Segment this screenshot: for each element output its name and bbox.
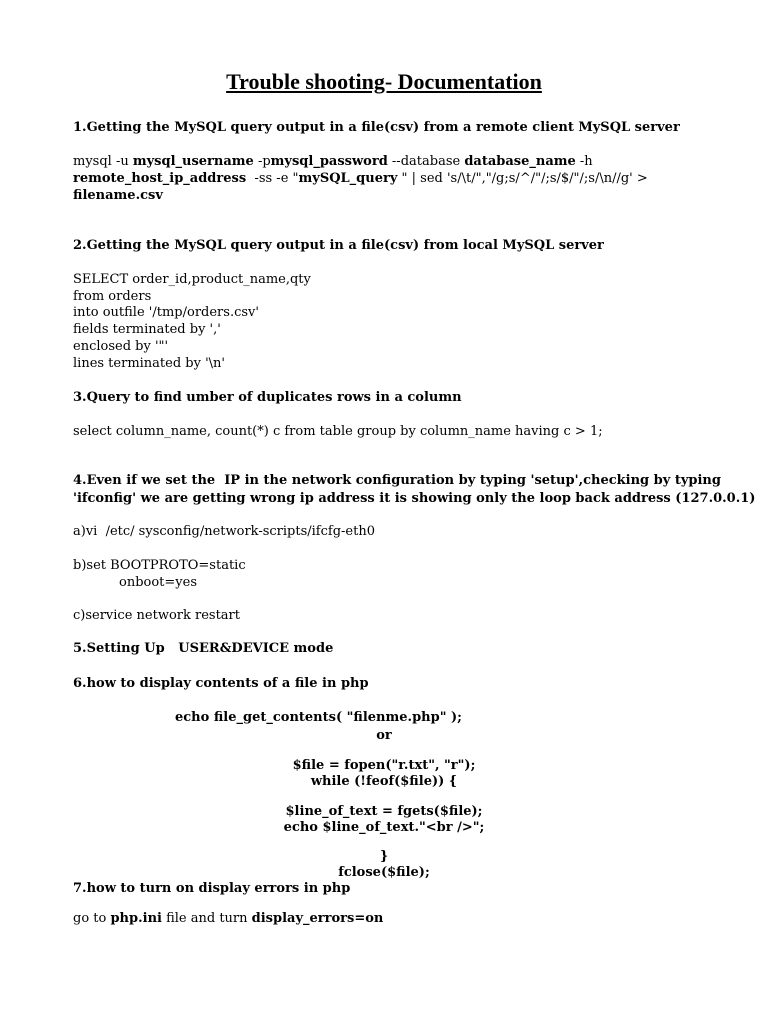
section-4-step-b: b)set BOOTPROTO=static (73, 558, 246, 573)
section-1-line-2: remote_host_ip_address -ss -e "mySQL_query " | sed 's/\t/","/g;s/^/"/;s/$/"/;s/\n//g' > (73, 171, 648, 186)
section-4-step-a: a)vi /etc/ sysconfig/network-scripts/ifcfg-eth0 (73, 524, 375, 539)
section-2-line: into outfile '/tmp/orders.csv' (73, 305, 259, 320)
section-2-line: fields terminated by ',' (73, 322, 221, 337)
section-2-line: from orders (73, 289, 152, 304)
section-2-line: lines terminated by '\n' (73, 356, 225, 371)
section-4-step-c: c)service network restart (73, 608, 241, 623)
php-code-line: echo $line_of_text."<br />"; (283, 820, 485, 835)
section-4-heading-2: 'ifconfig' we are getting wrong ip address it is showing only the loop back address (127.0.0.1) (73, 491, 756, 506)
php-code-line: while (!feof($file)) { (310, 774, 458, 789)
section-3-line: select column_name, count(*) c from table group by column_name having c > 1; (73, 424, 603, 439)
php-code-line: echo file_get_contents( "filenme.php" ); (175, 710, 462, 725)
php-code-line: } (379, 849, 389, 864)
section-7-heading: 7.how to turn on display errors in php (73, 881, 351, 896)
section-7-line: go to php.ini file and turn display_errors=on (73, 911, 384, 926)
php-code-or: or (376, 728, 392, 743)
section-4-step-b-continued: onboot=yes (119, 575, 197, 590)
section-2-line: enclosed by '"' (73, 339, 169, 354)
section-6-heading: 6.how to display contents of a file in php (73, 676, 369, 691)
php-code-line: $line_of_text = fgets($file); (285, 804, 483, 819)
section-1-heading: 1.Getting the MySQL query output in a file(csv) from a remote client MySQL server (73, 120, 680, 135)
page-title: Trouble shooting- Documentation (226, 69, 542, 94)
section-1-line-1: mysql -u mysql_username -pmysql_password --database database_name -h (73, 154, 593, 169)
section-1-line-3: filename.csv (73, 188, 163, 203)
section-2-heading: 2.Getting the MySQL query output in a file(csv) from local MySQL server (73, 238, 604, 253)
section-3-heading: 3.Query to find umber of duplicates rows in a column (73, 390, 462, 405)
php-code-line: fclose($file); (338, 865, 430, 880)
section-4-heading-1: 4.Even if we set the IP in the network configuration by typing 'setup',checking by typing (73, 473, 721, 488)
php-code-line: $file = fopen("r.txt", "r"); (292, 758, 476, 773)
section-5-heading: 5.Setting Up USER&DEVICE mode (73, 641, 334, 656)
section-2-line: SELECT order_id,product_name,qty (73, 272, 311, 287)
